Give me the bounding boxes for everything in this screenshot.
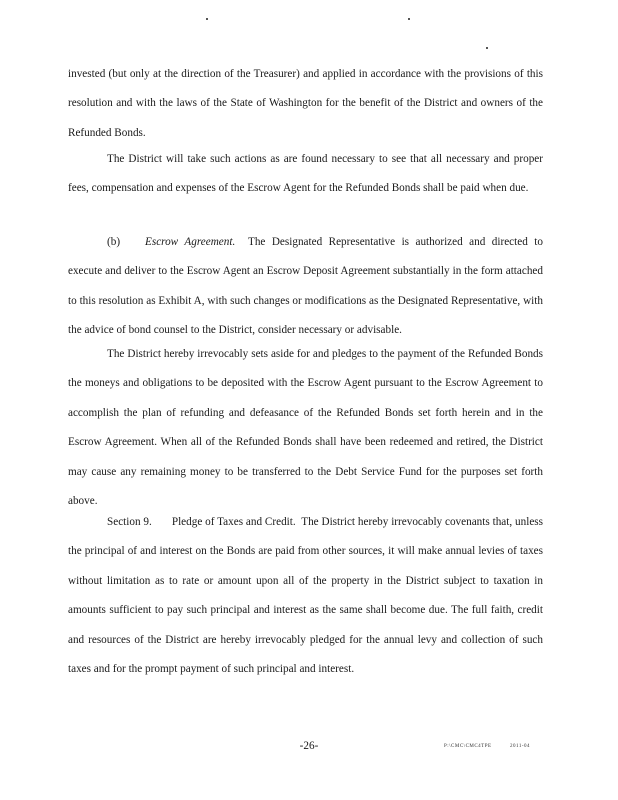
paragraph-section-9 [68,508,543,684]
section-title: Pledge of Taxes and Credit. [171,516,296,528]
document-id: P:\CMC\CMC4TPE [444,744,492,749]
scan-speck [408,18,410,20]
scan-speck [206,18,208,20]
subsection-label: (b) [107,236,121,248]
paragraph-continuation: invested (but only at the direction of the Treasurer) and applied in accordance with the provisions of this resolution and with the laws of the State of Washington for the benefit of the District and owners of the Refunded Bonds. [68,68,543,139]
section-text: The District hereby irrevocably covenants that, unless the principal of and interest on the Bonds are paid from other sources, it will make annual levies of taxes without limitation as to rate or amount upon all of the property in the District subject to taxation in amounts sufficient to pay such principal and interest as the same shall become due. The full faith, credit and resources of the District are hereby irrevocably pledged for the annual levy and collection of such taxes and for the prompt payment of such principal and interest. [68,516,543,676]
section-label: Section 9. [107,516,152,528]
paragraph-pledge-refunded: The District hereby irrevocably sets aside for and pledges to the payment of the Refunded Bonds the moneys and obligations to be deposited with the Escrow Agent pursuant to the Escrow Agreement to accomplish the plan of refunding and defeasance of the Refunded Bonds set forth herein and in the Escrow Agreement. When all of the Refunded Bonds shall have been redeemed and retired, the District may cause any remaining money to be transferred to the Debt Service Fund for the purposes set forth above. [68,348,543,508]
paragraph-escrow-agreement [68,228,543,346]
subsection-title: Escrow Agreement. [145,236,236,248]
paragraph-escrow-fees: The District will take such actions as are found necessary to see that all necessary and proper fees, compensation and expenses of the Escrow Agent for the Refunded Bonds shall be paid when due. [68,153,543,195]
page-number: -26- [299,740,319,752]
scan-speck [486,47,488,49]
subsection-text: The Designated Representative is authorized and directed to execute and deliver to the Escrow Agent an Escrow Deposit Agreement substantially in the form attached to this resolution as Exhibit A, with such changes or modifications as the Designated Representative, with the advice of bond counsel to the District, consider necessary or advisable. [68,236,543,337]
document-code: 2011-04 [510,744,530,749]
